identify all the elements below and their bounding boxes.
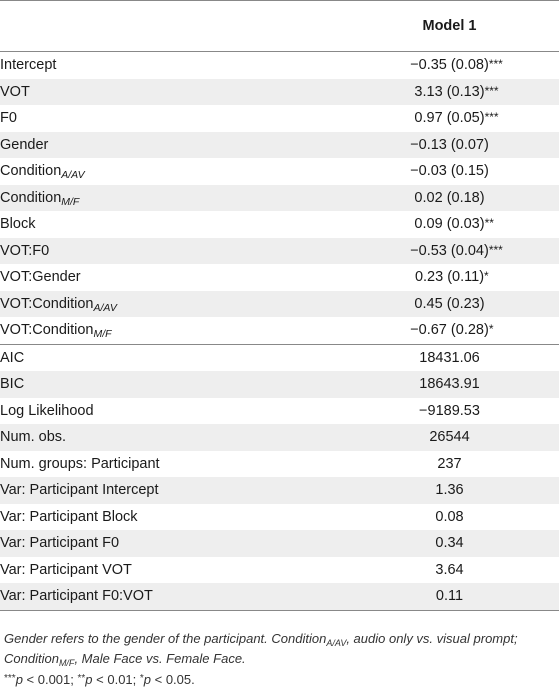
- column-header-model-1: Model 1: [422, 18, 477, 34]
- significance-entry: [4, 672, 78, 687]
- stars: **: [77, 673, 86, 684]
- significance-stars: ***: [488, 242, 503, 257]
- statistic-value: 18643.91: [340, 371, 559, 398]
- footnote-subscript: M/F: [58, 658, 75, 668]
- standard-error: (0.13): [446, 83, 485, 100]
- standard-error: (0.08): [450, 57, 489, 74]
- p-symbol: p: [143, 672, 152, 687]
- standard-error: (0.28): [450, 322, 489, 339]
- coefficient-label: [0, 79, 340, 106]
- statistic-label: AIC: [0, 344, 340, 371]
- term-name: VOT:F0: [0, 242, 50, 259]
- estimate: 3.13: [414, 83, 443, 100]
- estimate: −0.67: [410, 322, 447, 339]
- estimate: 0.97: [414, 110, 443, 127]
- coefficient-row: [0, 52, 559, 79]
- significance-stars: *: [484, 269, 489, 284]
- term-name: VOT:Gender: [0, 269, 81, 286]
- significance-entry: [140, 672, 195, 687]
- statistic-value: −9189.53: [419, 402, 480, 419]
- threshold: < 0.001;: [22, 672, 78, 687]
- statistic-value: 0.08: [435, 508, 464, 525]
- estimate: 0.23: [414, 269, 444, 286]
- standard-error: (0.07): [450, 136, 489, 153]
- estimate: 0.02: [414, 189, 443, 206]
- coefficient-value: [340, 264, 559, 291]
- statistic-value: 237: [437, 455, 462, 472]
- statistic-label: Var: Participant VOT: [0, 561, 132, 578]
- term-subscript: M/F: [61, 195, 80, 208]
- statistic-row: [0, 504, 559, 531]
- coefficient-label: [0, 158, 340, 185]
- standard-error: (0.11): [447, 269, 485, 286]
- statistic-row: [0, 344, 559, 371]
- estimate: 0.45: [414, 295, 443, 312]
- statistic-value: 1.36: [340, 477, 559, 504]
- coefficients-section: [0, 52, 559, 345]
- header-label-cell: [0, 1, 340, 52]
- stars: ***: [4, 673, 16, 684]
- statistic-row: [0, 371, 559, 398]
- term-name: F0: [0, 110, 17, 127]
- statistic-value: 0.34: [340, 530, 559, 557]
- statistic-value: 18431.06: [340, 344, 559, 371]
- estimate: 0.09: [414, 216, 443, 233]
- statistic-label: BIC: [0, 371, 340, 398]
- statistic-row: [0, 424, 559, 451]
- term-name: Gender: [0, 136, 49, 153]
- significance-stars: ***: [488, 57, 503, 72]
- statistic-row: [0, 398, 559, 425]
- term-name: Block: [0, 216, 36, 233]
- fit-statistics-section: [0, 344, 559, 610]
- coefficient-row: [0, 79, 559, 106]
- statistic-row: [0, 451, 559, 478]
- statistic-row: [0, 530, 559, 557]
- footnote-text: Gender refers to the gender of the participant. Condition: [4, 631, 327, 646]
- statistic-value: 26544: [340, 424, 559, 451]
- coefficient-value: [340, 132, 559, 159]
- coefficient-label: [0, 52, 340, 79]
- threshold: < 0.05.: [151, 672, 195, 687]
- statistic-label: Num. obs.: [0, 424, 340, 451]
- estimate: −0.35: [410, 57, 447, 74]
- standard-error: (0.05): [446, 110, 485, 127]
- footnote-subscript: A/AV: [326, 638, 347, 648]
- coefficient-label: [0, 185, 340, 212]
- term-subscript: A/AV: [61, 169, 85, 182]
- standard-error: (0.03): [446, 216, 485, 233]
- term-name: Condition: [0, 163, 62, 180]
- coefficient-label: [0, 105, 340, 132]
- coefficient-label: [0, 317, 340, 344]
- coefficient-value: [340, 158, 559, 185]
- standard-error: (0.23): [446, 295, 485, 312]
- term-subscript: A/AV: [93, 301, 117, 314]
- coefficient-row: [0, 132, 559, 159]
- significance-stars: ***: [484, 83, 499, 98]
- coefficient-row: [0, 211, 559, 238]
- standard-error: (0.04): [450, 242, 489, 259]
- coefficient-row: [0, 158, 559, 185]
- threshold: < 0.01;: [92, 672, 140, 687]
- statistic-row: [0, 583, 559, 610]
- statistic-label: Log Likelihood: [0, 402, 94, 419]
- statistic-label: Var: Participant Block: [0, 508, 138, 525]
- footnote-definitions: [4, 629, 554, 669]
- coefficient-value: [340, 291, 559, 318]
- term-name: Condition: [0, 189, 62, 206]
- significance-stars: *: [488, 322, 494, 337]
- coefficient-label: [0, 132, 340, 159]
- significance-stars: **: [484, 216, 494, 231]
- coefficient-label: [0, 264, 340, 291]
- coefficient-row: [0, 105, 559, 132]
- stars: *: [139, 673, 144, 684]
- estimate: −0.03: [410, 163, 447, 180]
- coefficient-value: [340, 105, 559, 132]
- estimate: −0.13: [410, 136, 447, 153]
- significance-stars: ***: [484, 110, 499, 125]
- coefficient-value: [340, 185, 559, 212]
- standard-error: (0.15): [450, 163, 489, 180]
- coefficient-row: [0, 238, 559, 265]
- coefficient-row: [0, 317, 559, 344]
- footnote-text: Condition: [4, 651, 59, 666]
- statistic-label: Var: Participant Intercept: [0, 477, 340, 504]
- coefficient-label: [0, 211, 340, 238]
- term-name: VOT:Condition: [0, 322, 94, 339]
- coefficient-value: [340, 238, 559, 265]
- p-symbol: p: [85, 672, 93, 687]
- term-name: VOT:Condition: [0, 295, 94, 312]
- footnote-text: , audio only vs. visual prompt;: [346, 631, 518, 646]
- statistic-label: Var: Participant F0: [0, 530, 340, 557]
- statistic-label: Num. groups: Participant: [0, 455, 160, 472]
- standard-error: (0.18): [446, 189, 485, 206]
- coefficient-value: [340, 317, 559, 344]
- coefficient-label: [0, 291, 340, 318]
- coefficient-row: [0, 264, 559, 291]
- statistic-value: 0.11: [340, 583, 559, 610]
- statistic-label: Var: Participant F0:VOT: [0, 583, 340, 610]
- term-name: VOT: [0, 83, 30, 100]
- p-symbol: p: [15, 672, 23, 687]
- coefficient-value: [340, 79, 559, 106]
- statistic-value: 3.64: [435, 561, 464, 578]
- footnote-text: , Male Face vs. Female Face.: [74, 651, 246, 666]
- term-subscript: M/F: [93, 328, 112, 341]
- coefficient-row: [0, 185, 559, 212]
- table-footnote: [4, 629, 554, 690]
- significance-entry: [78, 672, 140, 687]
- coefficient-value: [340, 52, 559, 79]
- coefficient-label: [0, 238, 340, 265]
- statistic-row: [0, 557, 559, 584]
- statistic-row: [0, 477, 559, 504]
- coefficient-row: [0, 291, 559, 318]
- table-header-row: [0, 1, 559, 52]
- estimate: −0.53: [410, 242, 447, 259]
- term-name: Intercept: [0, 57, 57, 74]
- coefficient-value: [340, 211, 559, 238]
